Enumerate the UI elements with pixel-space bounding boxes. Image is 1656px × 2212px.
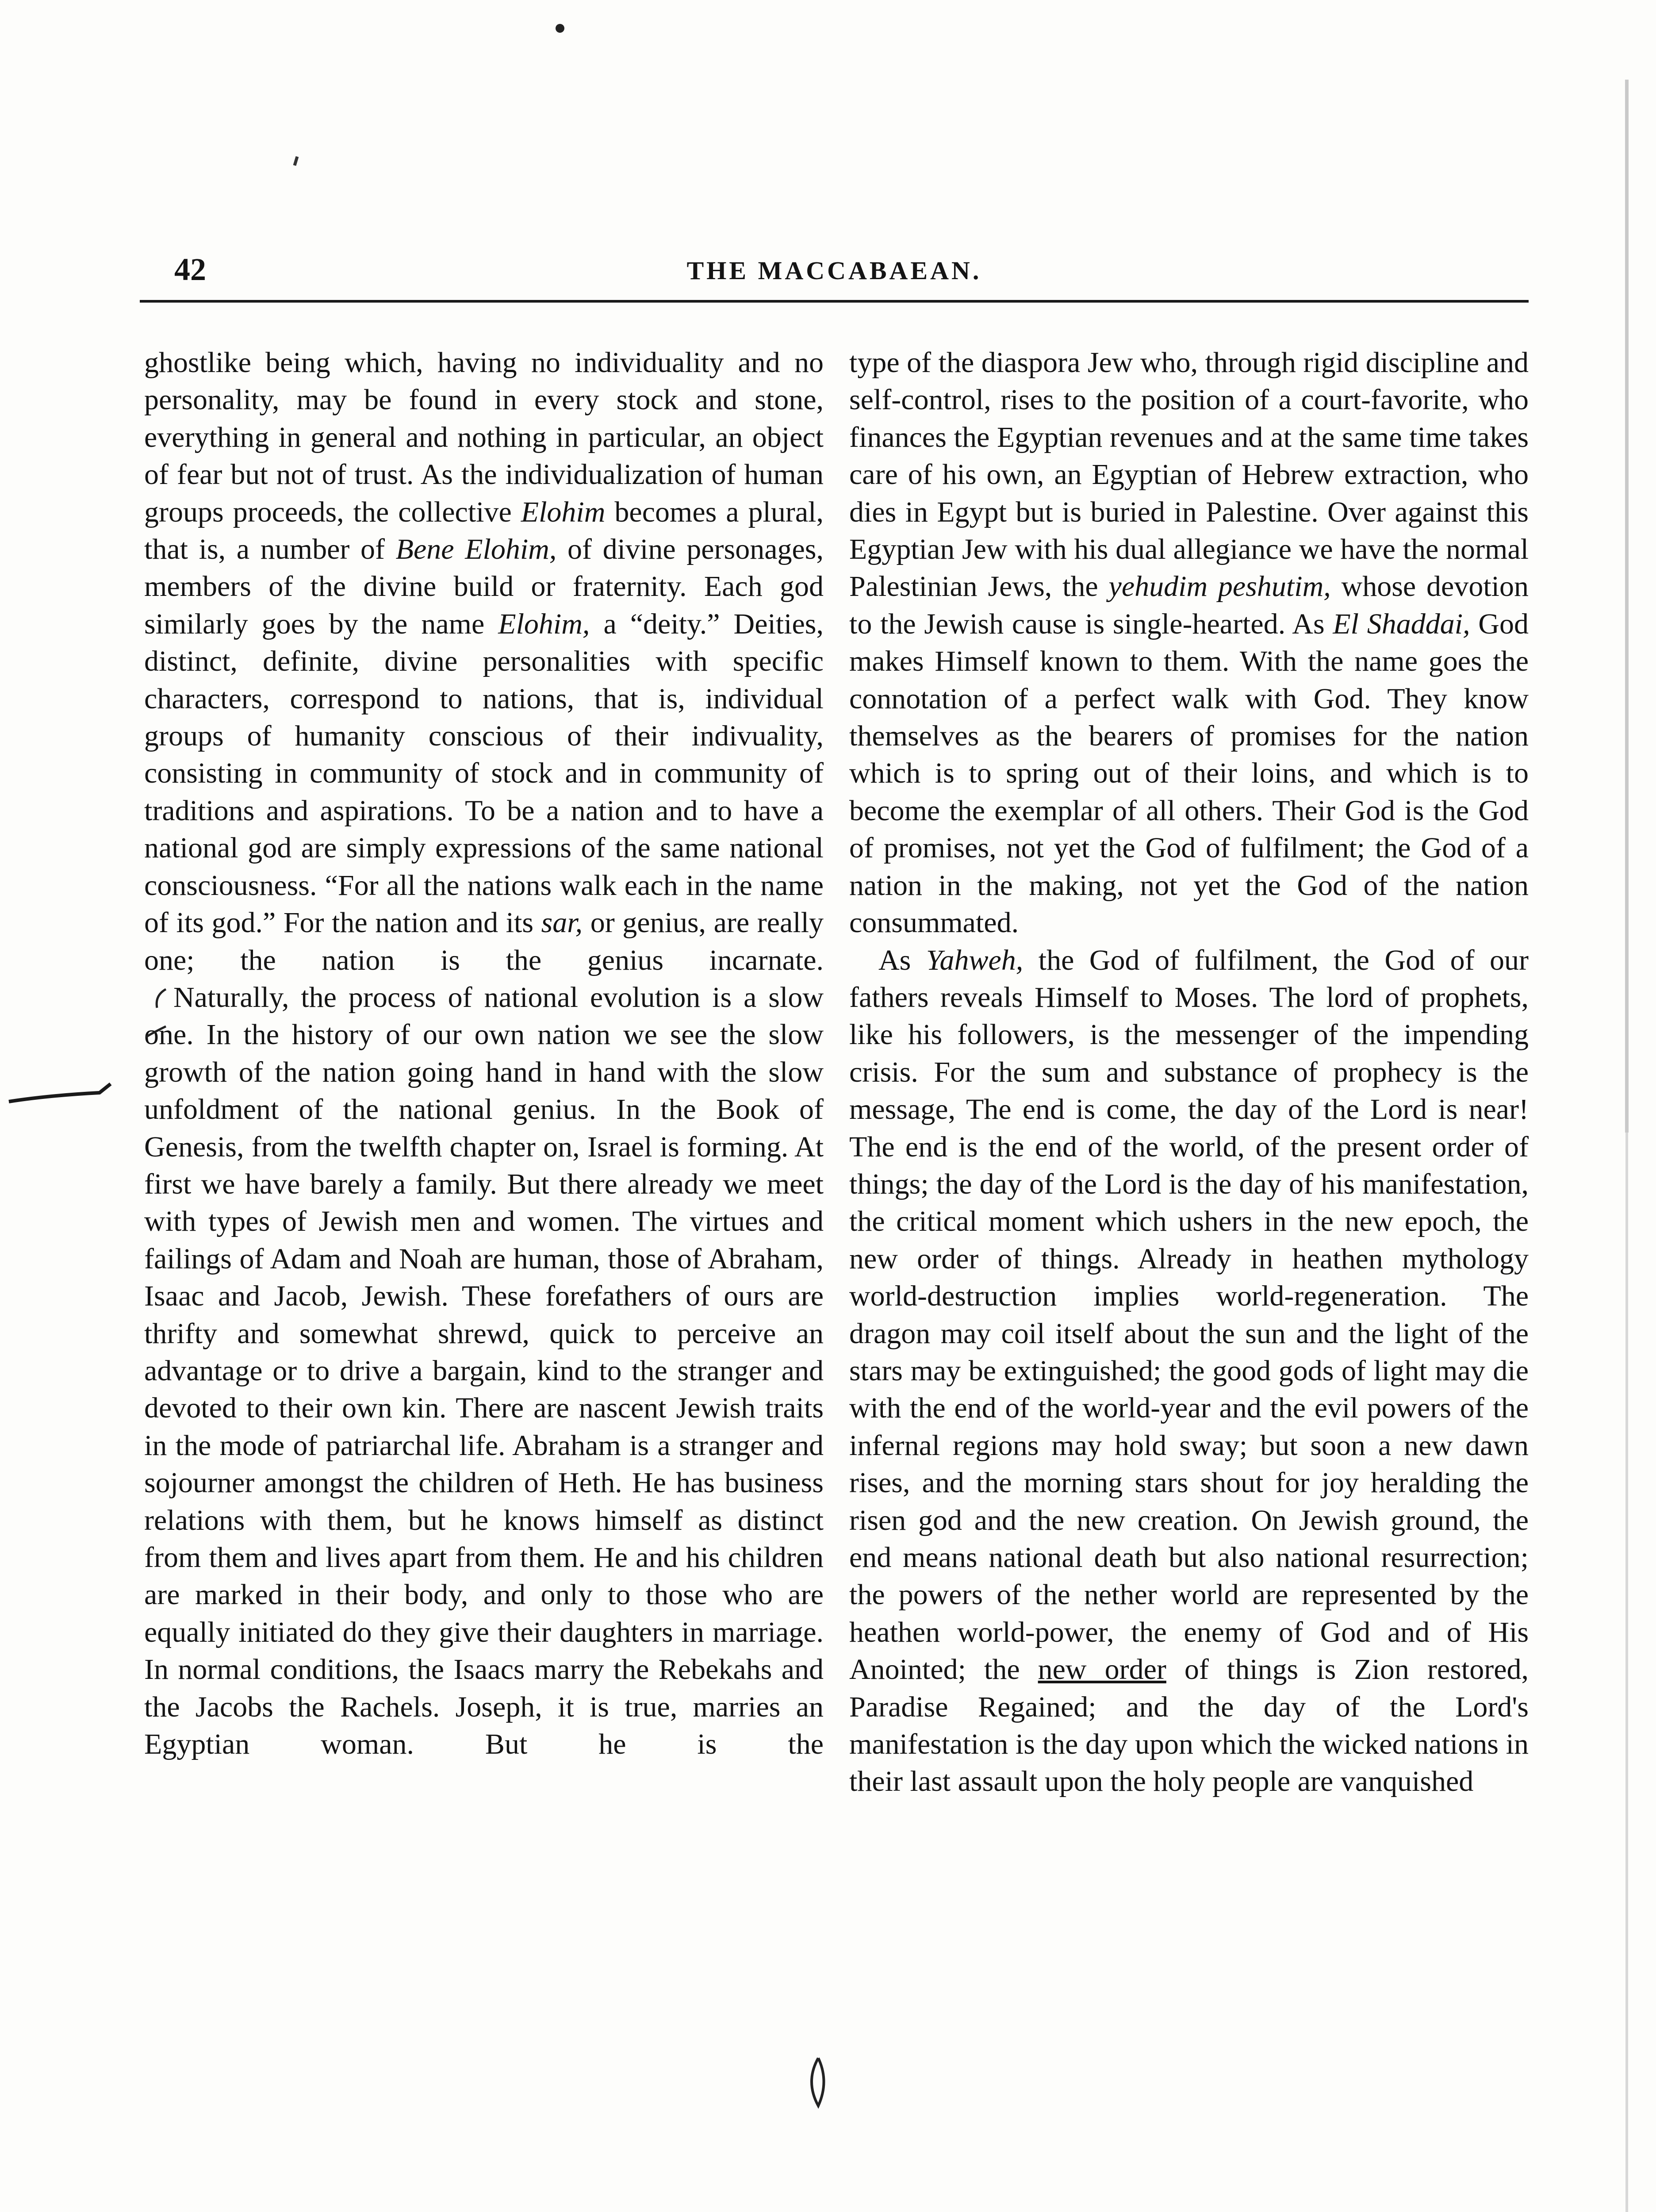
paragraph: type of the diaspora Jew who, through rigid discipline and self-control, rises to the position of a court-favorite, who finances the Egyptian revenues and at the same time takes care of his own, an Egyptian of Hebrew extraction, who dies in Egypt but is buried in Palestine. Over against this Egyptian Jew with his dual allegiance we have the normal Palestinian Jews, the yehudim peshutim, whose devotion to the Jewish cause is single-hearted. As El Shaddai, God makes Himself known to them. With the name goes the connotation of a perfect walk with God. They know themselves as the bearers of promises for the nation which is to spring out of their loins, and which is to become the exemplar of all others. Their God is the God of promises, not yet the God of fulfilment; the God of a nation in the making, not yet the God of the nation consummated. [849, 346, 1529, 939]
right-column [849, 344, 1529, 1801]
underlined-text: new order [1038, 1653, 1166, 1686]
left-column [144, 344, 824, 1763]
running-title: THE MACCABAEAN. [686, 256, 982, 285]
page-number: 42 [174, 252, 206, 287]
ink-speck [556, 24, 564, 33]
paragraph: As Yahweh, the God of fulfilment, the God of our fathers reveals Himself to Moses. The lord of prophets, like his followers, is the messenger of the impending crisis. For the sum and substance of prophecy is the message, The end is come, the day of the Lord is near! The end is the end of the world, of the present order of things; the day of the Lord is the day of his manifestation, the critical moment which ushers in the new epoch, the new order of things. Already in heathen mythology world-destruction implies world-regeneration. The dragon may coil itself about the sun and the light of the stars may be extinguished; the good gods of light may die with the end of the world-year and the evil powers of the infernal regions may hold sway; but soon a new dawn rises, and the morning stars shout for joy heralding the risen god and the new creation. On Jewish ground, the end means national death but also national resurrection; the powers of the nether world are represented by the heathen world-power, the enemy of God and of His Anointed; the new order of things is Zion restored, Paradise Regained; and the day of the Lord's manifestation is the day upon which the wicked nations in their last assault upon the holy people are vanquished [849, 944, 1529, 1798]
margin-pencil-mark [9, 1084, 111, 1102]
ink-speck [295, 157, 297, 165]
margin-pencil-mark [812, 2058, 824, 2106]
page-header [140, 251, 1529, 303]
paragraph: ghostlike being which, having no individuality and no personality, may be found in every stock and stone, everything in general and nothing in particular, an object of fear but not of trust. As the individualization of human groups proceeds, the collective Elohim becomes a plural, that is, a number of Bene Elohim, of divine personages, members of the divine build or fraternity. Each god similarly goes by the name Elohim, a “deity.” Deities, distinct, definite, divine personalities with specific characters, correspond to nations, that is, individual groups of humanity conscious of their indivuality, consisting in community of stock and in community of traditions and aspirations. To be a nation and to have a national god are simply expressions of the same national consciousness. “For all the nations walk each in the name of its god.” For the nation and its sar, or genius, are really one; the nation is the genius incarnate. [144, 346, 824, 976]
paragraph: Naturally, the process of national evolution is a slow one. In the history of our own nation we see the slow growth of the nation going hand in hand with the slow unfoldment of the national genius. In the Book of Genesis, from the twelfth chapter on, Israel is forming. At first we have barely a family. But there already we meet with types of Jewish men and women. The virtues and failings of Adam and Noah are human, those of Abraham, Isaac and Jacob, Jewish. These forefathers of ours are thrifty and somewhat shrewd, quick to perceive an advantage or to drive a bargain, kind to the stranger and devoted to their own kin. There are nascent Jewish traits in the mode of patriarchal life. Abraham is a stranger and sojourner amongst the children of Heth. He has business relations with them, but he knows himself as distinct from them and lives apart from them. He and his children are marked in their body, and only to those who are equally initiated do they give their daughters in marriage. In normal conditions, the Isaacs marry the Rebekahs and the Jacobs the Rachels. Joseph, it is true, marries an Egyptian woman. But he is the [144, 981, 824, 1761]
